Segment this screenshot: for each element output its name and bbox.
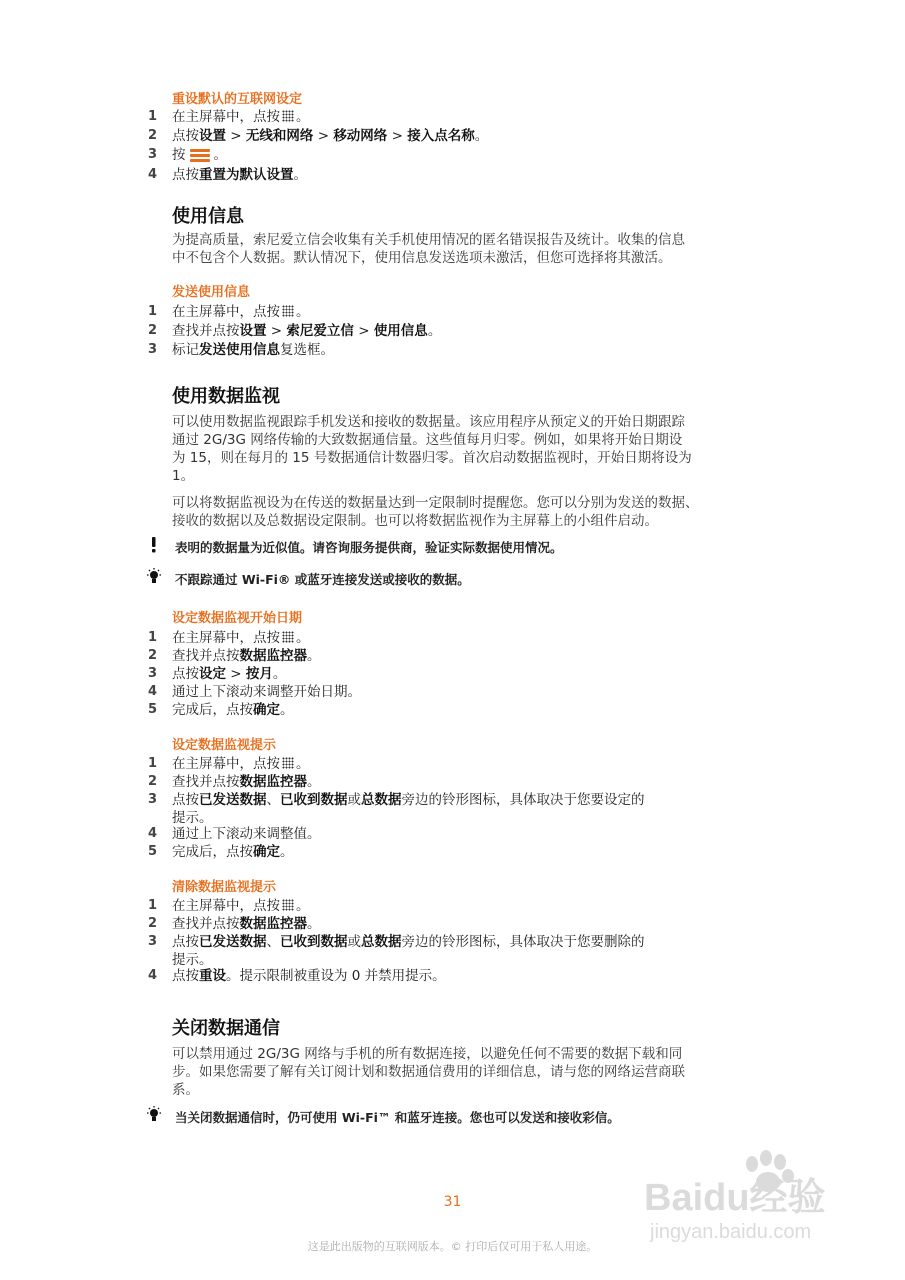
paragraph-line: 可以使用数据监视跟踪手机发送和接收的数据量。该应用程序从预定义的开始日期跟踪	[172, 414, 685, 430]
step-text: 点按	[172, 167, 199, 183]
step-number: 2	[148, 774, 158, 789]
step-text-end: 。	[307, 648, 321, 664]
lightbulb-icon	[146, 568, 162, 586]
paragraph-line: 可以禁用通过 2G/3G 网络与手机的所有数据连接，以避免任何不需要的数据下载和同	[172, 1046, 683, 1062]
step-text: 点按	[172, 792, 199, 808]
step-text-end: 。	[296, 630, 310, 646]
step-text: 完成后，点按	[172, 702, 253, 718]
ui-term: 已发送数据	[199, 792, 267, 808]
step-number: 4	[148, 826, 158, 841]
step-number: 4	[148, 167, 158, 182]
step-number: 3	[148, 792, 158, 807]
step-text: 在主屏幕中，点按	[172, 304, 280, 320]
step-text-end: 旁边的铃形图标，具体取决于您要删除的	[401, 934, 645, 950]
step-text: 点按	[172, 934, 199, 950]
step-number: 3	[148, 342, 158, 357]
ui-term: 设置	[239, 323, 267, 339]
paragraph-line: 接收的数据以及总数据设定限制。也可以将数据监视作为主屏幕上的小组件启动。	[172, 513, 658, 529]
separator: >	[353, 323, 374, 339]
step-text-end: 。提示限制被重设为 0 并禁用提示。	[226, 968, 446, 984]
ui-term: 已发送数据	[199, 934, 267, 950]
step-number: 3	[148, 666, 158, 681]
ui-term: 重设	[199, 968, 226, 984]
watermark-url: jingyan.baidu.com	[650, 1221, 812, 1243]
ui-term: 已收到数据	[280, 792, 348, 808]
apps-grid-icon	[282, 757, 294, 769]
menu-icon	[190, 148, 210, 162]
step-text: 查找并点按	[172, 916, 240, 932]
step-number: 2	[148, 323, 158, 338]
step-text-continued: 提示。	[172, 952, 213, 968]
step-text-end: 。	[293, 167, 307, 183]
step-text-end: 。	[280, 844, 294, 860]
step-text: 查找并点按	[172, 323, 240, 339]
step-text-end: 。	[280, 702, 294, 718]
heading-data-monitor: 使用数据监视	[172, 386, 280, 407]
ui-term: 重置为默认设置	[199, 167, 294, 183]
step-number: 1	[148, 304, 158, 319]
subhead-send-usage: 发送使用信息	[172, 285, 251, 300]
step-text: 查找并点按	[172, 648, 240, 664]
subhead-reset-internet: 重设默认的互联网设定	[172, 92, 303, 107]
step-text-end: 。	[213, 147, 227, 163]
step-number: 3	[148, 147, 158, 162]
ui-term: 设置	[199, 128, 226, 144]
footer-copyright: 这是此出版物的互联网版本。© 打印后仅可用于私人用途。	[307, 1240, 598, 1253]
separator: >	[226, 666, 246, 682]
step-number: 2	[148, 648, 158, 663]
step-text: 查找并点按	[172, 774, 240, 790]
paragraph-line: 中不包含个人数据。默认情况下，使用信息发送选项未激活，但您可选择将其激活。	[172, 250, 672, 266]
paragraph-line: 系。	[172, 1082, 199, 1098]
step-text: 通过上下滚动来调整开始日期。	[172, 684, 361, 700]
paragraph-line: 为 15，则在每月的 15 号数据通信计数器归零。首次启动数据监视时，开始日期将设为	[172, 450, 692, 466]
step-text-end: 。	[296, 304, 310, 320]
paragraph-line: 为提高质量，索尼爱立信会收集有关手机使用情况的匿名错误报告及统计。收集的信息	[172, 232, 685, 248]
step-text: 点按	[172, 128, 199, 144]
ui-term: 无线和网络	[245, 128, 314, 144]
ui-term: 设定	[199, 666, 226, 682]
ui-term: 确定	[253, 844, 280, 860]
ui-term: 移动网络	[333, 128, 388, 144]
step-text-end: 。	[296, 109, 310, 125]
paragraph-line: 可以将数据监视设为在传送的数据量达到一定限制时提醒您。您可以分别为发送的数据、	[172, 495, 699, 511]
step-number: 2	[148, 916, 158, 931]
separator: 或	[347, 792, 361, 808]
step-text: 完成后，点按	[172, 844, 253, 860]
step-number: 1	[148, 898, 158, 913]
page-number: 31	[443, 1194, 462, 1210]
ui-term: 数据监控器	[239, 916, 307, 932]
ui-term: 索尼爱立信	[286, 323, 354, 339]
separator: >	[313, 128, 334, 144]
subhead-set-start-date: 设定数据监视开始日期	[172, 611, 303, 626]
separator: >	[266, 323, 287, 339]
lightbulb-icon	[146, 1106, 162, 1124]
apps-grid-icon	[282, 631, 294, 643]
ui-term: 总数据	[361, 792, 402, 808]
ui-term: 按月	[245, 666, 273, 682]
heading-disable-data: 关闭数据通信	[172, 1018, 280, 1039]
step-text-end: 。	[307, 774, 321, 790]
step-number: 4	[148, 684, 158, 699]
step-text-end: 。	[307, 916, 321, 932]
step-text-end: 复选框。	[280, 342, 334, 358]
exclamation-icon	[146, 536, 162, 554]
step-number: 1	[148, 756, 158, 771]
separator: 、	[266, 934, 280, 950]
step-number: 3	[148, 934, 158, 949]
paragraph-line: 通过 2G/3G 网络传输的大致数据通信量。这些值每月归零。例如，如果将开始日期设	[172, 432, 683, 448]
subhead-set-alert: 设定数据监视提示	[172, 738, 277, 753]
ui-term: 接入点名称	[407, 128, 475, 144]
ui-term: 数据监控器	[239, 648, 307, 664]
watermark-logo-text: Baidu经验	[644, 1177, 826, 1219]
step-text-continued: 提示。	[172, 810, 213, 826]
step-text: 在主屏幕中，点按	[172, 109, 280, 125]
step-text: 在主屏幕中，点按	[172, 898, 280, 914]
step-text-end: 。	[427, 323, 442, 339]
step-number: 5	[148, 844, 158, 859]
ui-term: 数据监控器	[239, 774, 307, 790]
step-text: 标记	[172, 342, 199, 358]
paragraph-line: 步。如果您需要了解有关订阅计划和数据通信费用的详细信息，请与您的网络运营商联	[172, 1064, 685, 1080]
step-text: 按	[172, 147, 186, 163]
ui-term: 已收到数据	[280, 934, 348, 950]
step-number: 2	[148, 128, 158, 143]
step-number: 1	[148, 109, 158, 124]
separator: >	[226, 128, 246, 144]
ui-term: 确定	[253, 702, 280, 718]
heading-usage-info: 使用信息	[172, 206, 244, 227]
step-text: 点按	[172, 968, 199, 984]
ui-term: 发送使用信息	[199, 342, 280, 358]
separator: 或	[347, 934, 361, 950]
step-text-end: 。	[272, 666, 287, 682]
step-text: 在主屏幕中，点按	[172, 756, 280, 772]
step-text: 在主屏幕中，点按	[172, 630, 280, 646]
step-number: 4	[148, 968, 158, 983]
step-text: 通过上下滚动来调整值。	[172, 826, 321, 842]
step-number: 1	[148, 630, 158, 645]
apps-grid-icon	[282, 899, 294, 911]
paragraph-line: 1。	[172, 468, 195, 484]
note-text: 不跟踪通过 Wi-Fi® 或蓝牙连接发送或接收的数据。	[175, 572, 470, 587]
note-text: 表明的数据量为近似值。请咨询服务提供商，验证实际数据使用情况。	[175, 540, 563, 555]
step-text: 点按	[172, 666, 199, 682]
apps-grid-icon	[282, 110, 294, 122]
step-text-end: 。	[474, 128, 489, 144]
step-text-end: 。	[296, 756, 310, 772]
separator: >	[387, 128, 408, 144]
note-text: 当关闭数据通信时，仍可使用 Wi-Fi™ 和蓝牙连接。您也可以发送和接收彩信。	[175, 1110, 620, 1125]
step-text-end: 。	[296, 898, 310, 914]
step-number: 5	[148, 702, 158, 717]
ui-term: 使用信息	[373, 323, 428, 339]
apps-grid-icon	[282, 305, 294, 317]
ui-term: 总数据	[361, 934, 402, 950]
separator: 、	[266, 792, 280, 808]
subhead-clear-alert: 清除数据监视提示	[172, 880, 277, 895]
step-text-end: 旁边的铃形图标，具体取决于您要设定的	[401, 792, 645, 808]
